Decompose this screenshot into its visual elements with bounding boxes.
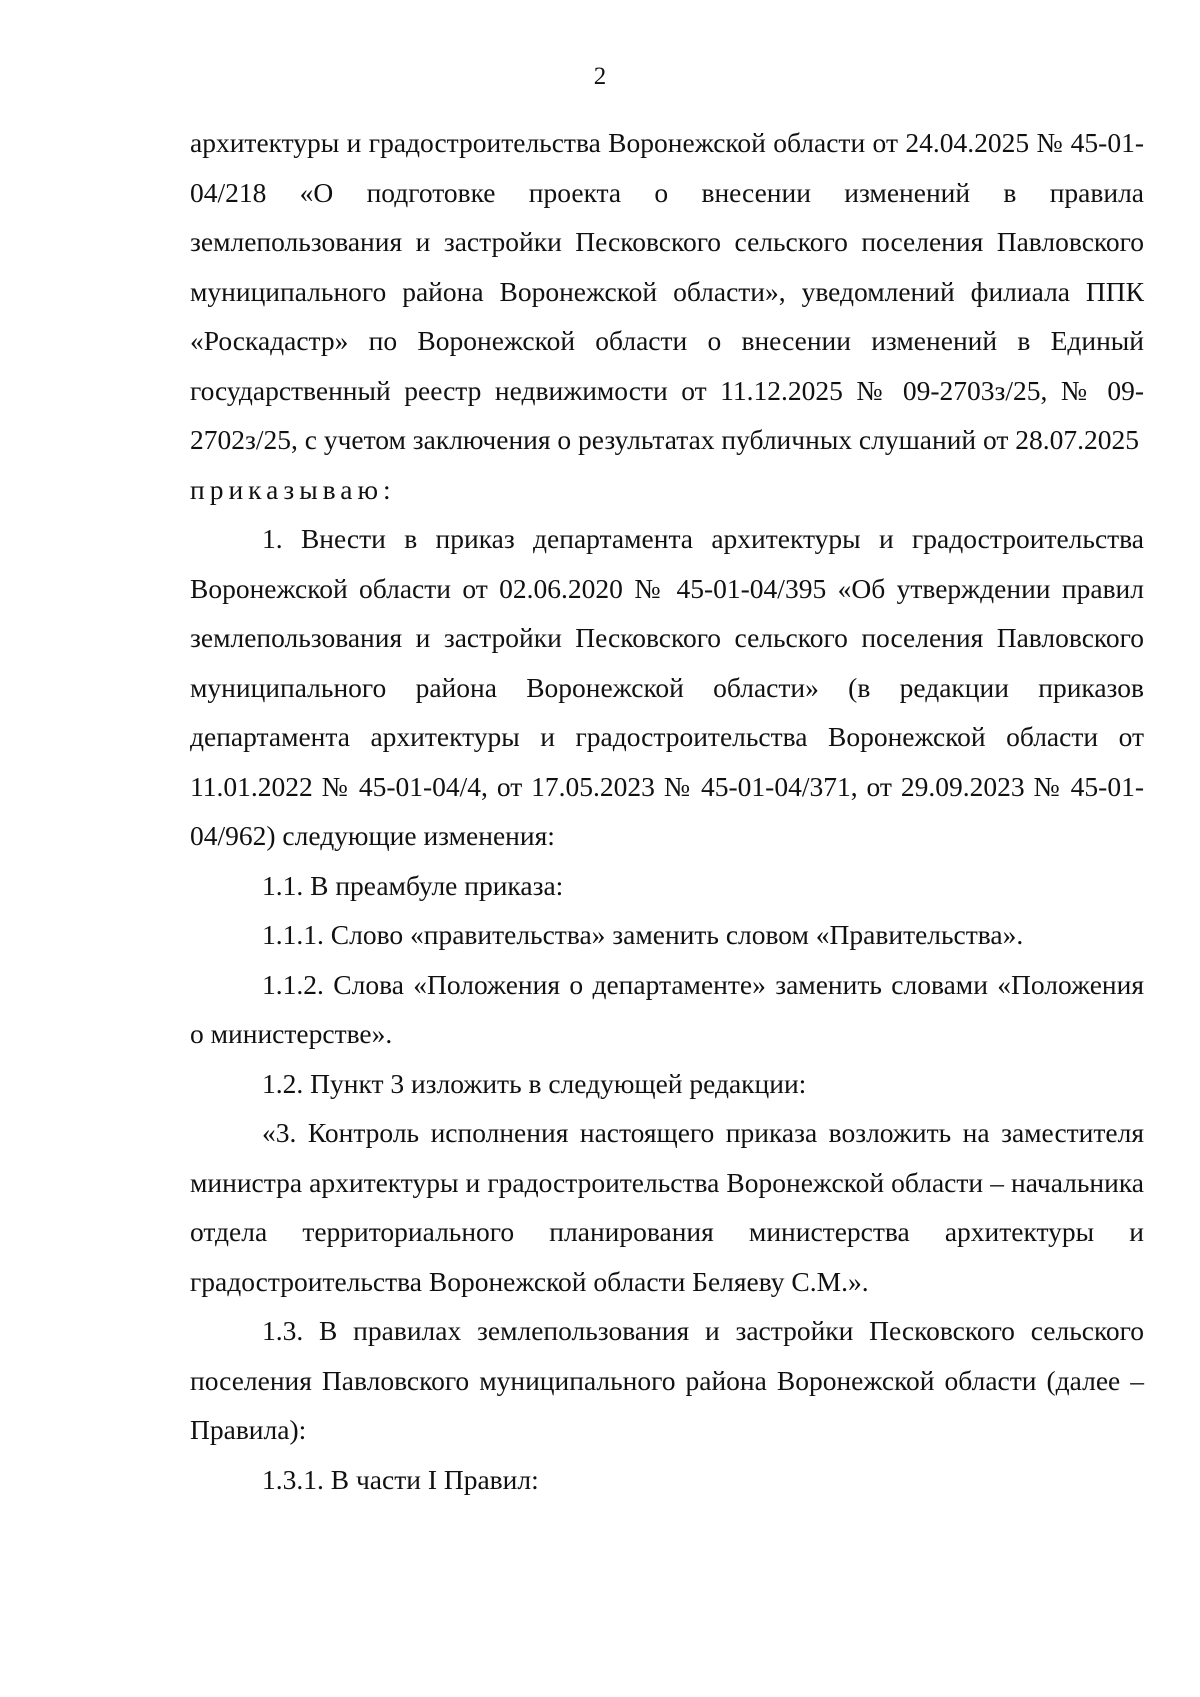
item-1-1-paragraph: 1.1. В преамбуле приказа: — [262, 869, 564, 901]
item-1-3-1-paragraph: 1.3.1. В части I Правил: — [262, 1463, 539, 1495]
item-1-3-paragraph: 1.3. В правилах землепользования и застройки Песковского сельского поселения Павловского муниципального района Воронежской области (далее – Правила): — [190, 1315, 1144, 1445]
item-1-2-quote-paragraph: «3. Контроль исполнения настоящего приказа возложить на заместителя министра архитектуры и градостроительства Воронежской области – начальника отдела территориального планирования министерства архитектуры и градостроительства Воронежской области Беляеву С.М.». — [190, 1117, 1144, 1297]
order-word: приказываю: — [190, 473, 396, 505]
document-body — [190, 118, 1144, 1504]
item-1-1-1-paragraph: 1.1.1. Слово «правительства» заменить словом «Правительства». — [262, 919, 1024, 950]
item-1-1-2-paragraph: 1.1.2. Слова «Положения о департаменте» заменить словами «Положения о министерстве». — [190, 968, 1144, 1049]
item-1-2-paragraph: 1.2. Пункт 3 изложить в следующей редакции: — [262, 1067, 807, 1099]
item-1-paragraph: 1. Внести в приказ департамента архитектуры и градостроительства Воронежской области от 02.06.2020 № 45-01-04/395 «Об утверждении правил землепользования и застройки Песковского сельского поселения Павловского муниципального района Воронежской области» (в редакции приказов департамента архитектуры и градостроительства Воронежской области от 11.01.2022 № 45-01-04/4, от 17.05.2023 № 45-01-04/371, от 29.09.2023 № 45-01-04/962) следующие изменения: — [190, 523, 1144, 851]
page-number: 2 — [593, 63, 607, 90]
intro-paragraph: архитектуры и градостроительства Воронежской области от 24.04.2025 № 45-01-04/218 «О подготовке проекта о внесении изменений в правила землепользования и застройки Песковского сельского поселения Павловского муниципального района Воронежской области», уведомлений филиала ППК «Роскадастр» по Воронежской области о внесении изменений в Единый государственный реестр недвижимости от 11.12.2025 № 09-2703з/25, № 09-2702з/25, с учетом заключения о результатах публичных слушаний от 28.07.2025 — [190, 127, 1144, 455]
